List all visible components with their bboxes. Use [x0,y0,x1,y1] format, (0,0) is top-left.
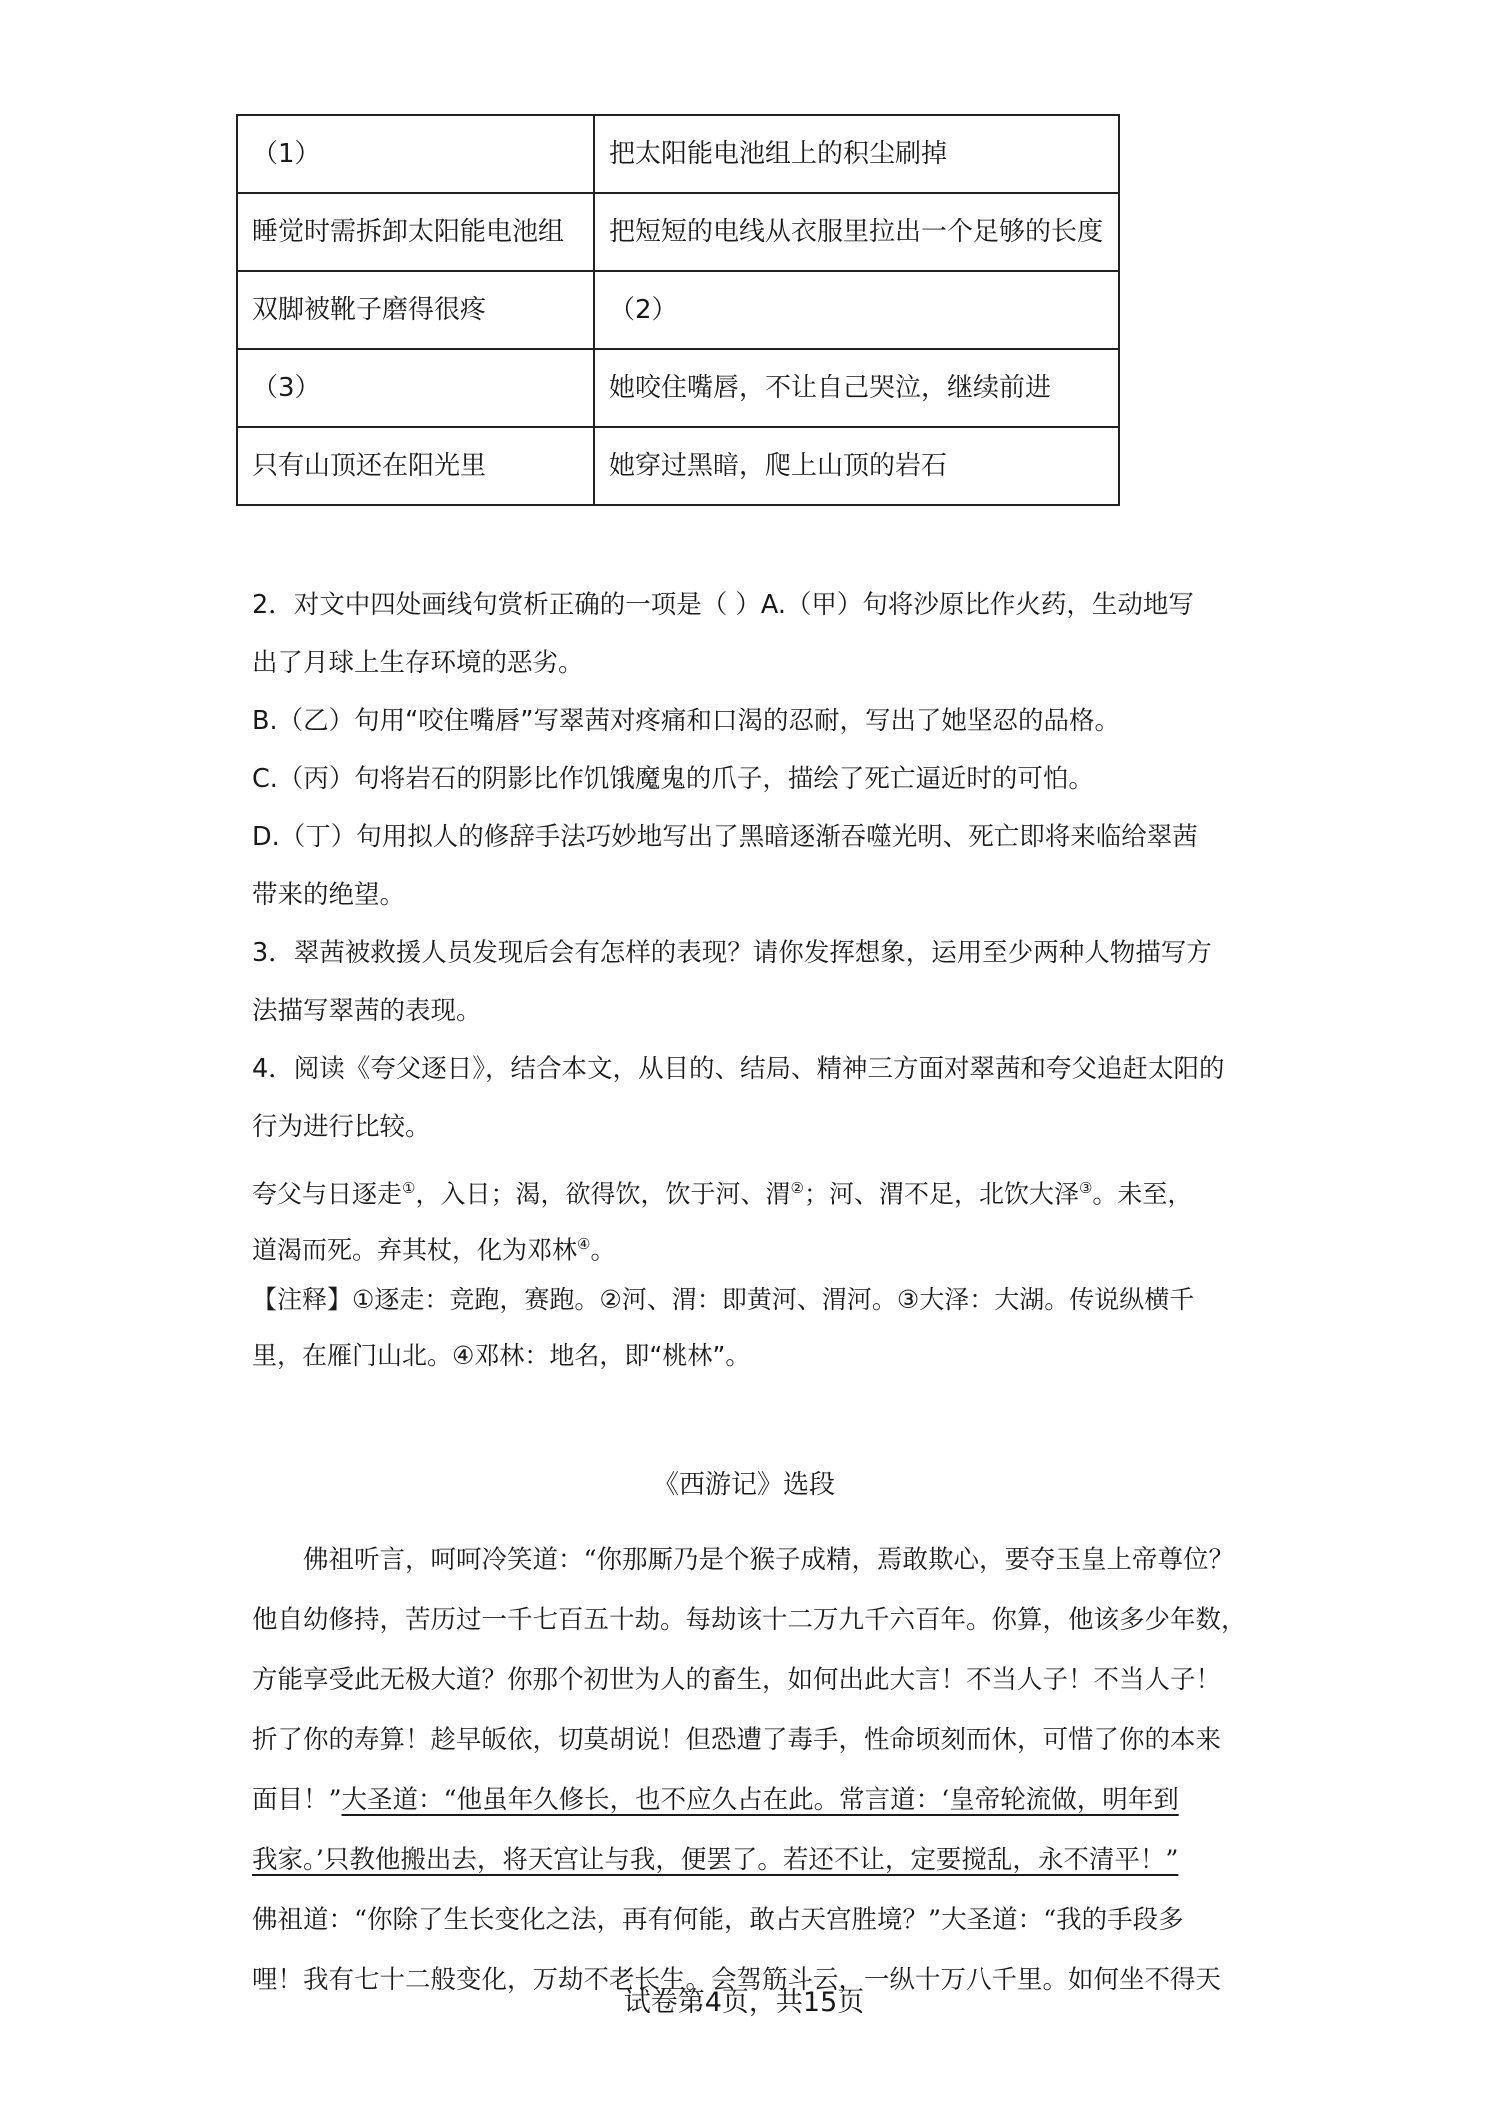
question-2-option-c: C.（丙）句将岩石的阴影比作饥饿魔鬼的爪子，描绘了死亡逼近时的可怕。 [252,764,1094,794]
kuafu-text: ；河、渭不足，北饮大泽 [803,1179,1079,1209]
kuafu-text: 。 [590,1235,616,1265]
underlined-text: 我家。’只教他搬出去，将天宫让与我，便罢了。若还不让，定要搅乱，永不清平！” [252,1845,1179,1875]
passage-line: 折了你的寿算！趁早皈依，切莫胡说！但恐遭了毒手，性命顷刻而休，可惜了你的本来 [252,1725,1222,1755]
question-2-option-d: D.（丁）句用拟人的修辞手法巧妙地写出了黑暗逐渐吞噬光明、死亡即将来临给翠茜 [252,822,1198,852]
table-cell: 只有山顶还在阳光里 [237,427,594,505]
comparison-table [236,114,1120,506]
question-2-line: 出了月球上生存环境的恶劣。 [252,648,584,678]
questions-block [252,576,1252,1156]
kuafu-line [252,1216,1252,1272]
kuafu-text: ，入日；渴，欲得饮，饮于河、渭 [415,1179,791,1209]
passage-line: 佛祖道：“你除了生长变化之法，再有何能，敢占天宫胜境？”大圣道：“我的手段多 [252,1905,1184,1935]
question-2-line: 2．对文中四处画线句赏析正确的一项是（ ）A.（甲）句将沙原比作火药，生动地写 [252,590,1194,620]
question-4-line: 行为进行比较。 [252,1112,431,1142]
annotation-line: 里，在雁门山北。④邓林：地名，即“桃林”。 [252,1341,751,1370]
table-cell: 双脚被靴子磨得很疼 [237,271,594,349]
table-cell: 睡觉时需拆卸太阳能电池组 [237,193,594,271]
footnote-mark: ① [402,1179,416,1197]
kuafu-text: 夸父与日逐走 [252,1179,403,1209]
question-4-line: 4．阅读《夸父逐日》，结合本文，从目的、结局、精神三方面对翠茜和夸父追赶太阳的 [252,1054,1225,1084]
table-row [237,349,1119,427]
question-3-line: 法描写翠茜的表现。 [252,996,482,1026]
underlined-text: 大圣道：“他虽年久修长，也不应久占在此。常言道：‘皇帝轮流做，明年到 [341,1785,1179,1815]
table-row [237,193,1119,271]
table-cell: 她穿过黑暗，爬上山顶的岩石 [594,427,1119,505]
footnote-mark: ② [790,1179,804,1197]
table-cell: 把太阳能电池组上的积尘刷掉 [594,115,1119,193]
kuafu-passage [252,1160,1252,1384]
footnote-mark: ③ [1078,1179,1093,1197]
kuafu-text: 。未至， [1092,1179,1193,1209]
page-footer: 试卷第4页，共15页 [623,1987,865,2018]
question-2-option-b: B.（乙）句用“咬住嘴唇”写翠茜对疼痛和口渴的忍耐，写出了她坚忍的品格。 [252,706,1121,736]
passage-line: 哩！我有七十二般变化，万劫不老长生。会驾筋斗云，一纵十万八千里。如何坐不得天 [252,1965,1222,1995]
passage-line [252,1830,1252,1890]
section-title: 《西游记》选段 [652,1470,835,1500]
table-cell: （3） [237,349,594,427]
passage-text: 面目！” [252,1785,342,1815]
table-cell: （2） [594,271,1119,349]
table-cell: 把短短的电线从衣服里拉出一个足够的长度 [594,193,1119,271]
kuafu-line [252,1160,1252,1216]
question-2-option-d: 带来的绝望。 [252,880,406,910]
table-row [237,427,1119,505]
table-row [237,115,1119,193]
passage-line [252,1770,1252,1830]
table-cell: （1） [237,115,594,193]
table-cell: 她咬住嘴唇，不让自己哭泣，继续前进 [594,349,1119,427]
question-3-line: 3．翠茜被救援人员发现后会有怎样的表现？请你发挥想象，运用至少两种人物描写方 [252,938,1212,968]
passage-line: 方能享受此无极大道？你那个初世为人的畜生，如何出此大言！不当人子！不当人子！ [252,1665,1222,1695]
passage-line: 他自幼修持，苦历过一千七百五十劫。每劫该十二万九千六百年。你算，他该多少年数， [252,1605,1247,1635]
xiyou-passage [252,1530,1252,2010]
annotation-line: 【注释】①逐走：竞跑，赛跑。②河、渭：即黄河、渭河。③大泽：大湖。传说纵横千 [252,1285,1195,1314]
passage-line: 佛祖听言，呵呵冷笑道：“你那厮乃是个猴子成精，焉敢欺心，要夺玉皇上帝尊位？ [252,1545,1235,1575]
table-row [237,271,1119,349]
kuafu-text: 道渴而死。弃其杖，化为邓林 [252,1235,578,1265]
footnote-mark: ④ [577,1235,591,1253]
